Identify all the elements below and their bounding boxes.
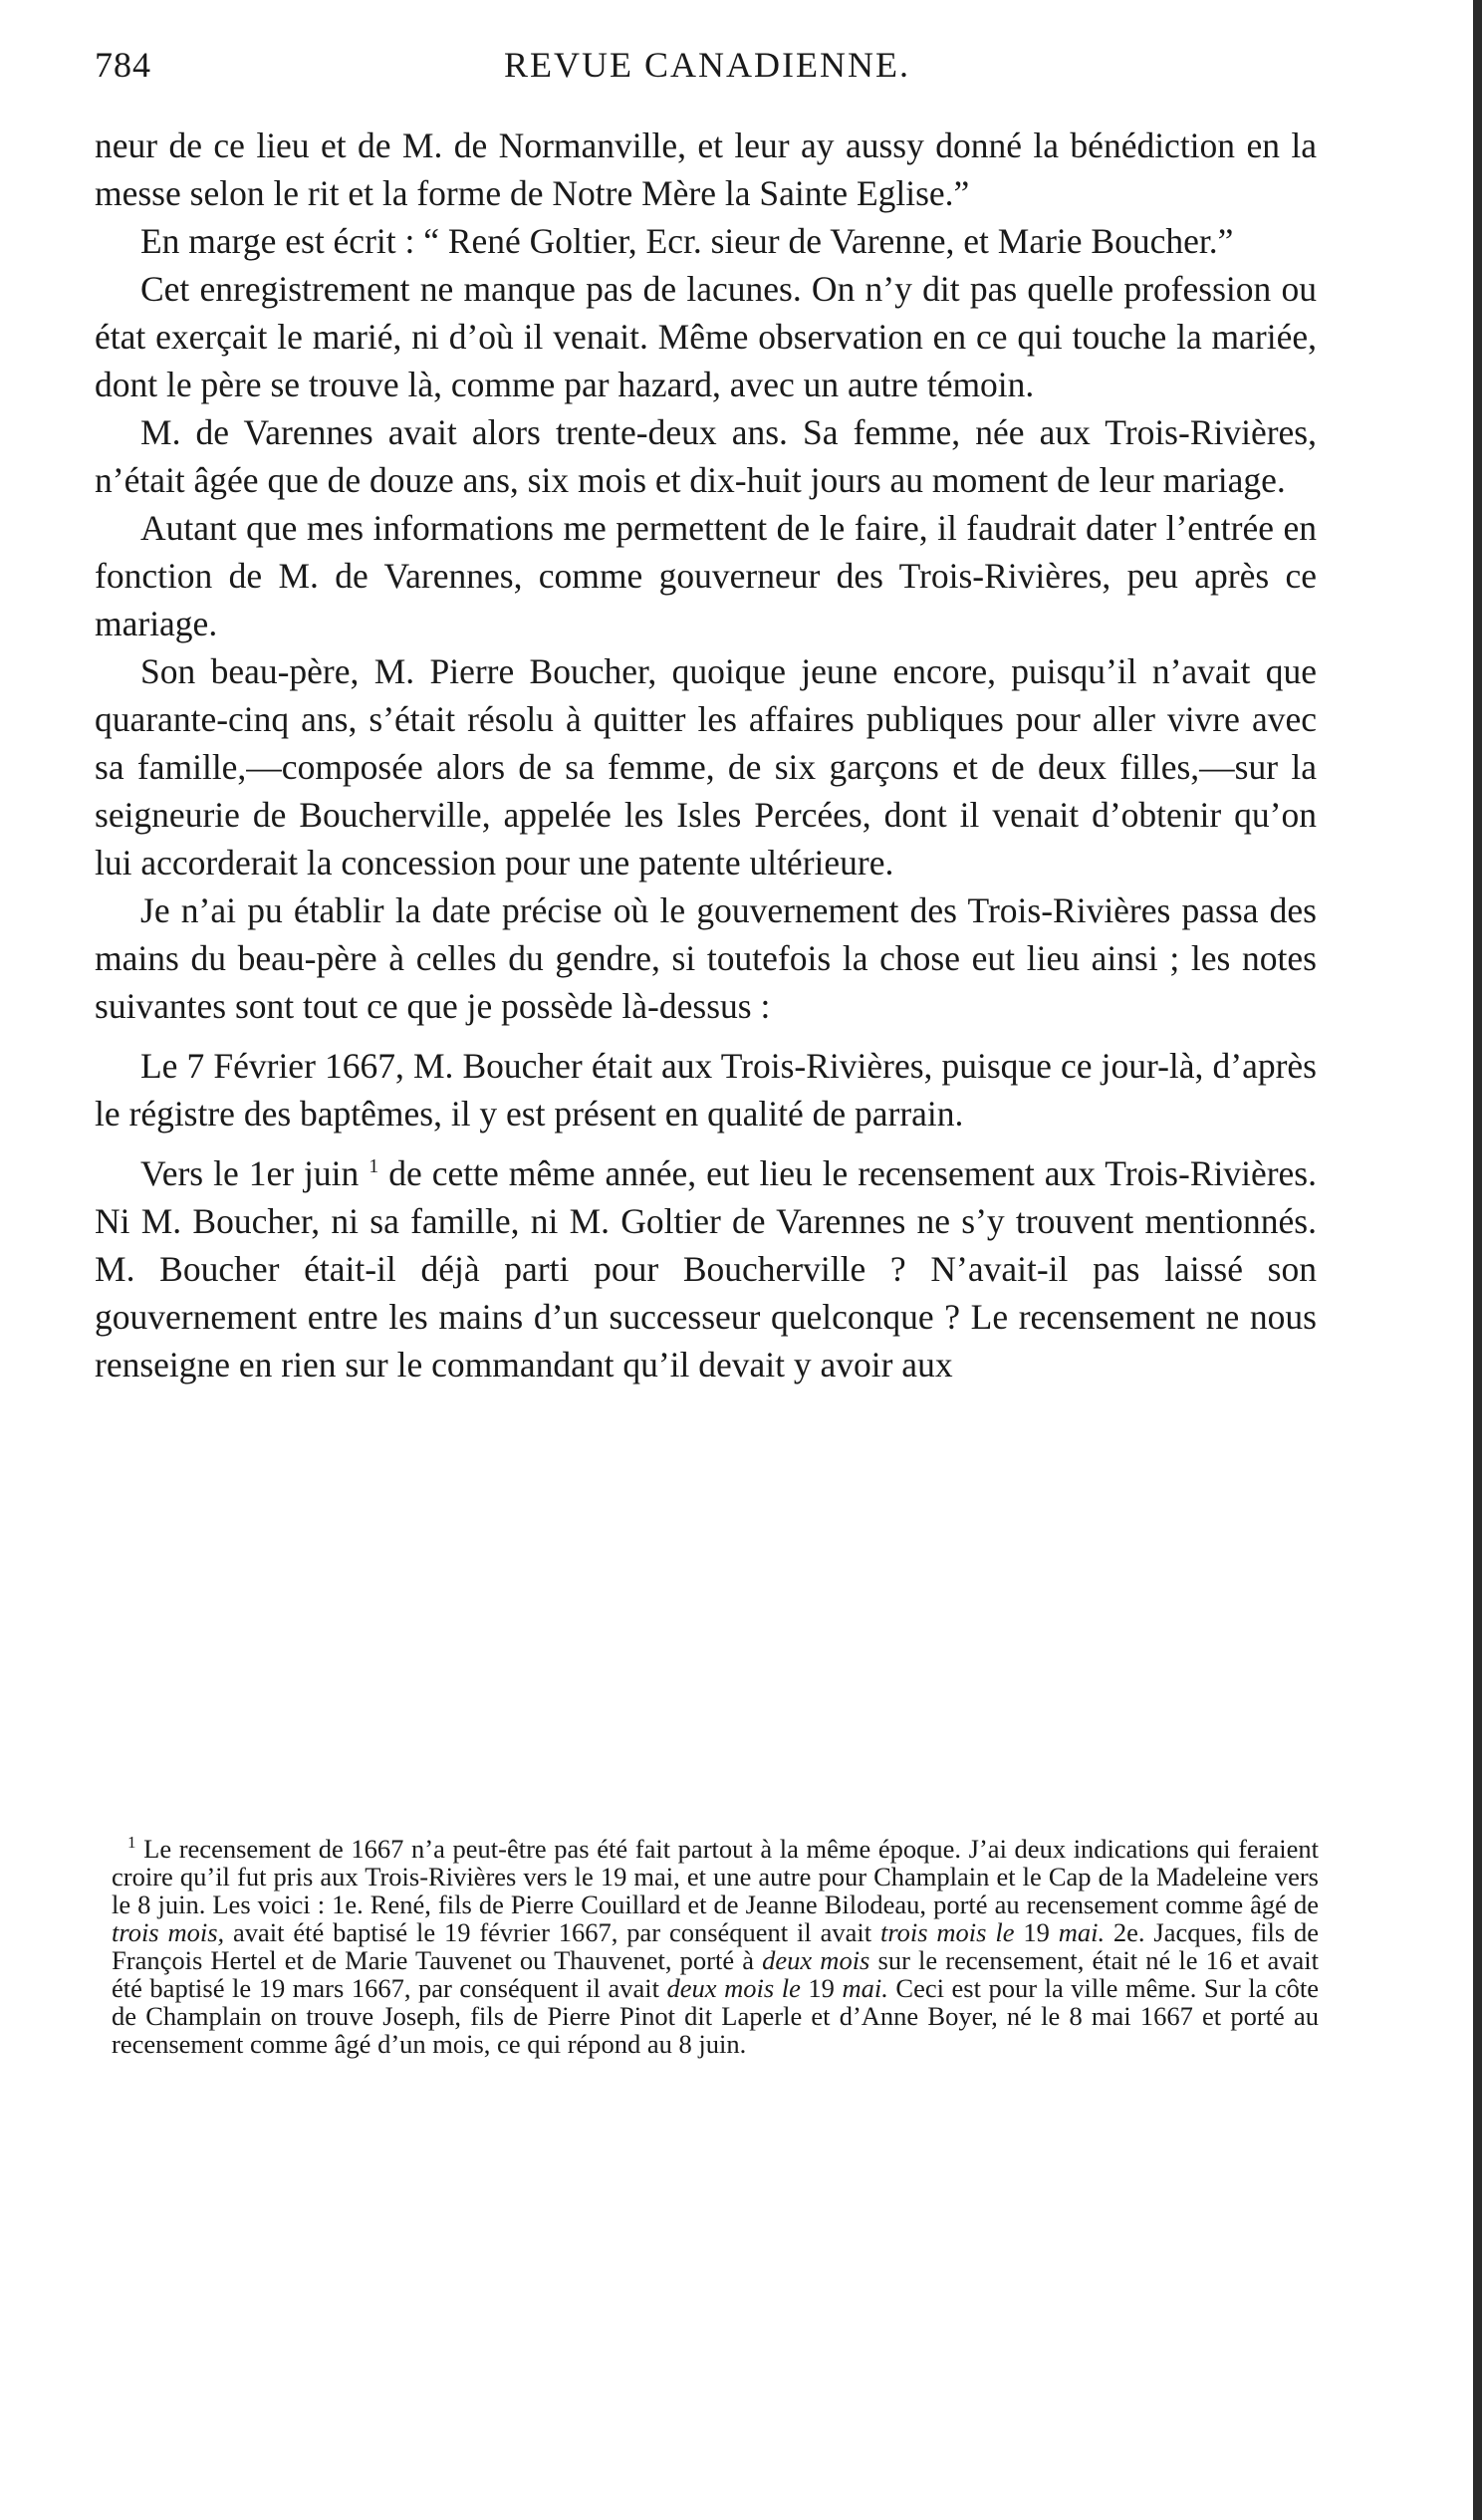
- footnote-italic: deux mois le: [666, 1973, 801, 2003]
- paragraph: M. de Varennes avait alors trente-deux ans. Sa femme, née aux Trois-Rivières, n’était âgée que de douze ans, six mois et dix-huit jours au moment de leur mariage.: [95, 412, 1317, 500]
- paragraph: Cet enregistrement ne manque pas de lacunes. On n’y dit pas quelle profession ou état exerçait le marié, ni d’où il venait. Même observation en ce qui touche la mariée, dont le père se trouve là, comme par hazard, avec un autre témoin.: [95, 269, 1317, 404]
- footnote: [112, 1835, 1319, 2058]
- footnote-text: avait été baptisé le 19 février 1667, par conséquent il avait: [233, 1917, 872, 1947]
- footnote-text: 2e. Jacques, fils de François Hertel et de Marie Tauvenet ou Thauvenet, porté à: [112, 1917, 1320, 1975]
- paragraph-text: de cette même année, eut lieu le recensement aux Trois-Rivières. Ni M. Boucher, ni sa famille, ni M. Goltier de Varennes ne s’y trouvent mentionnés. M. Boucher était-il déjà parti pour Boucherville ? N’avait-il pas laissé son gouvernement entre les mains d’un successeur quelconque ? Le recensement ne nous renseigne en rien sur le commandant qu’il devait y avoir aux: [95, 1153, 1317, 1385]
- page-edge-shadow: [1473, 0, 1482, 2520]
- footnote-text: Le recensement de 1667 n’a peut-être pas été fait partout à la même époque. J’ai deux indications qui feraient croire qu’il fut pris aux Trois-Rivières vers le 19 mai, et une autre pour Champlain et le Cap de la Madeleine vers le 8 juin. Les voici : 1e. René, fils de Pierre Couillard et de Jeanne Bilodeau, porté au recensement comme âgé de: [112, 1834, 1320, 1919]
- footnote-italic: deux mois: [762, 1945, 870, 1975]
- page-number: 784: [95, 45, 151, 85]
- page-header: [95, 44, 1320, 94]
- footnote-text: sur le recensement, était né le 16 et avait été baptisé le 19 mars 1667, par conséquent il avait: [112, 1945, 1319, 2003]
- footnote-mark: 1: [127, 1833, 136, 1853]
- paragraph: Le 7 Février 1667, M. Boucher était aux Trois-Rivières, puisque ce jour-là, d’après le régistre des baptêmes, il y est présent en qualité de parrain.: [95, 1046, 1317, 1134]
- footnote-text: Ceci est pour la ville même. Sur la côte de Champlain on trouve Joseph, fils de Pierre Pinot dit Laperle et d’Anne Boyer, né le 8 mai 1667 et porté au recensement comme âgé d’un mois, ce qui répond au 8 juin.: [112, 1973, 1320, 2059]
- paragraph-text: Vers le 1er juin: [140, 1153, 360, 1193]
- footnote-italic: trois mois le: [879, 1917, 1015, 1947]
- footnote-italic: mai.: [842, 1973, 888, 2003]
- paragraph-with-footnote-ref: [95, 1149, 1317, 1388]
- paragraph: Je n’ai pu établir la date précise où le gouvernement des Trois-Rivières passa des mains du beau-père à celles du gendre, si toutefois la chose eut lieu ainsi ; les notes suivantes sont tout ce que je possède là-dessus :: [95, 890, 1317, 1026]
- footnote-block: [112, 1835, 1319, 2058]
- footnote-reference: 1: [369, 1155, 379, 1178]
- paragraph-continued: neur de ce lieu et de M. de Normanville, et leur ay aussy donné la bénédiction en la messe selon le rit et la forme de Notre Mère la Sainte Eglise.”: [95, 126, 1317, 213]
- footnote-text: 19: [808, 1973, 835, 2003]
- paragraph: Autant que mes informations me permettent de le faire, il faudrait dater l’entrée en fonction de M. de Varennes, comme gouverneur des Trois-Rivières, peu après ce mariage.: [95, 508, 1317, 643]
- paragraph: Son beau-père, M. Pierre Boucher, quoique jeune encore, puisqu’il n’avait que quarante-cinq ans, s’était résolu à quitter les affaires publiques pour aller vivre avec sa famille,—composée alors de sa femme, de six garçons et de deux filles,—sur la seigneurie de Boucherville, appelée les Isles Percées, dont il venait d’obtenir qu’on lui accorderait la concession pour une patente ultérieure.: [95, 651, 1317, 882]
- footnote-italic: trois mois,: [112, 1917, 225, 1947]
- body-text: [95, 122, 1317, 1388]
- paragraph: En marge est écrit : “ René Goltier, Ecr. sieur de Varenne, et Marie Boucher.”: [140, 221, 1234, 261]
- footnote-text: 19: [1023, 1917, 1050, 1947]
- footnote-italic: mai.: [1058, 1917, 1106, 1947]
- running-title: REVUE CANADIENNE.: [504, 45, 910, 85]
